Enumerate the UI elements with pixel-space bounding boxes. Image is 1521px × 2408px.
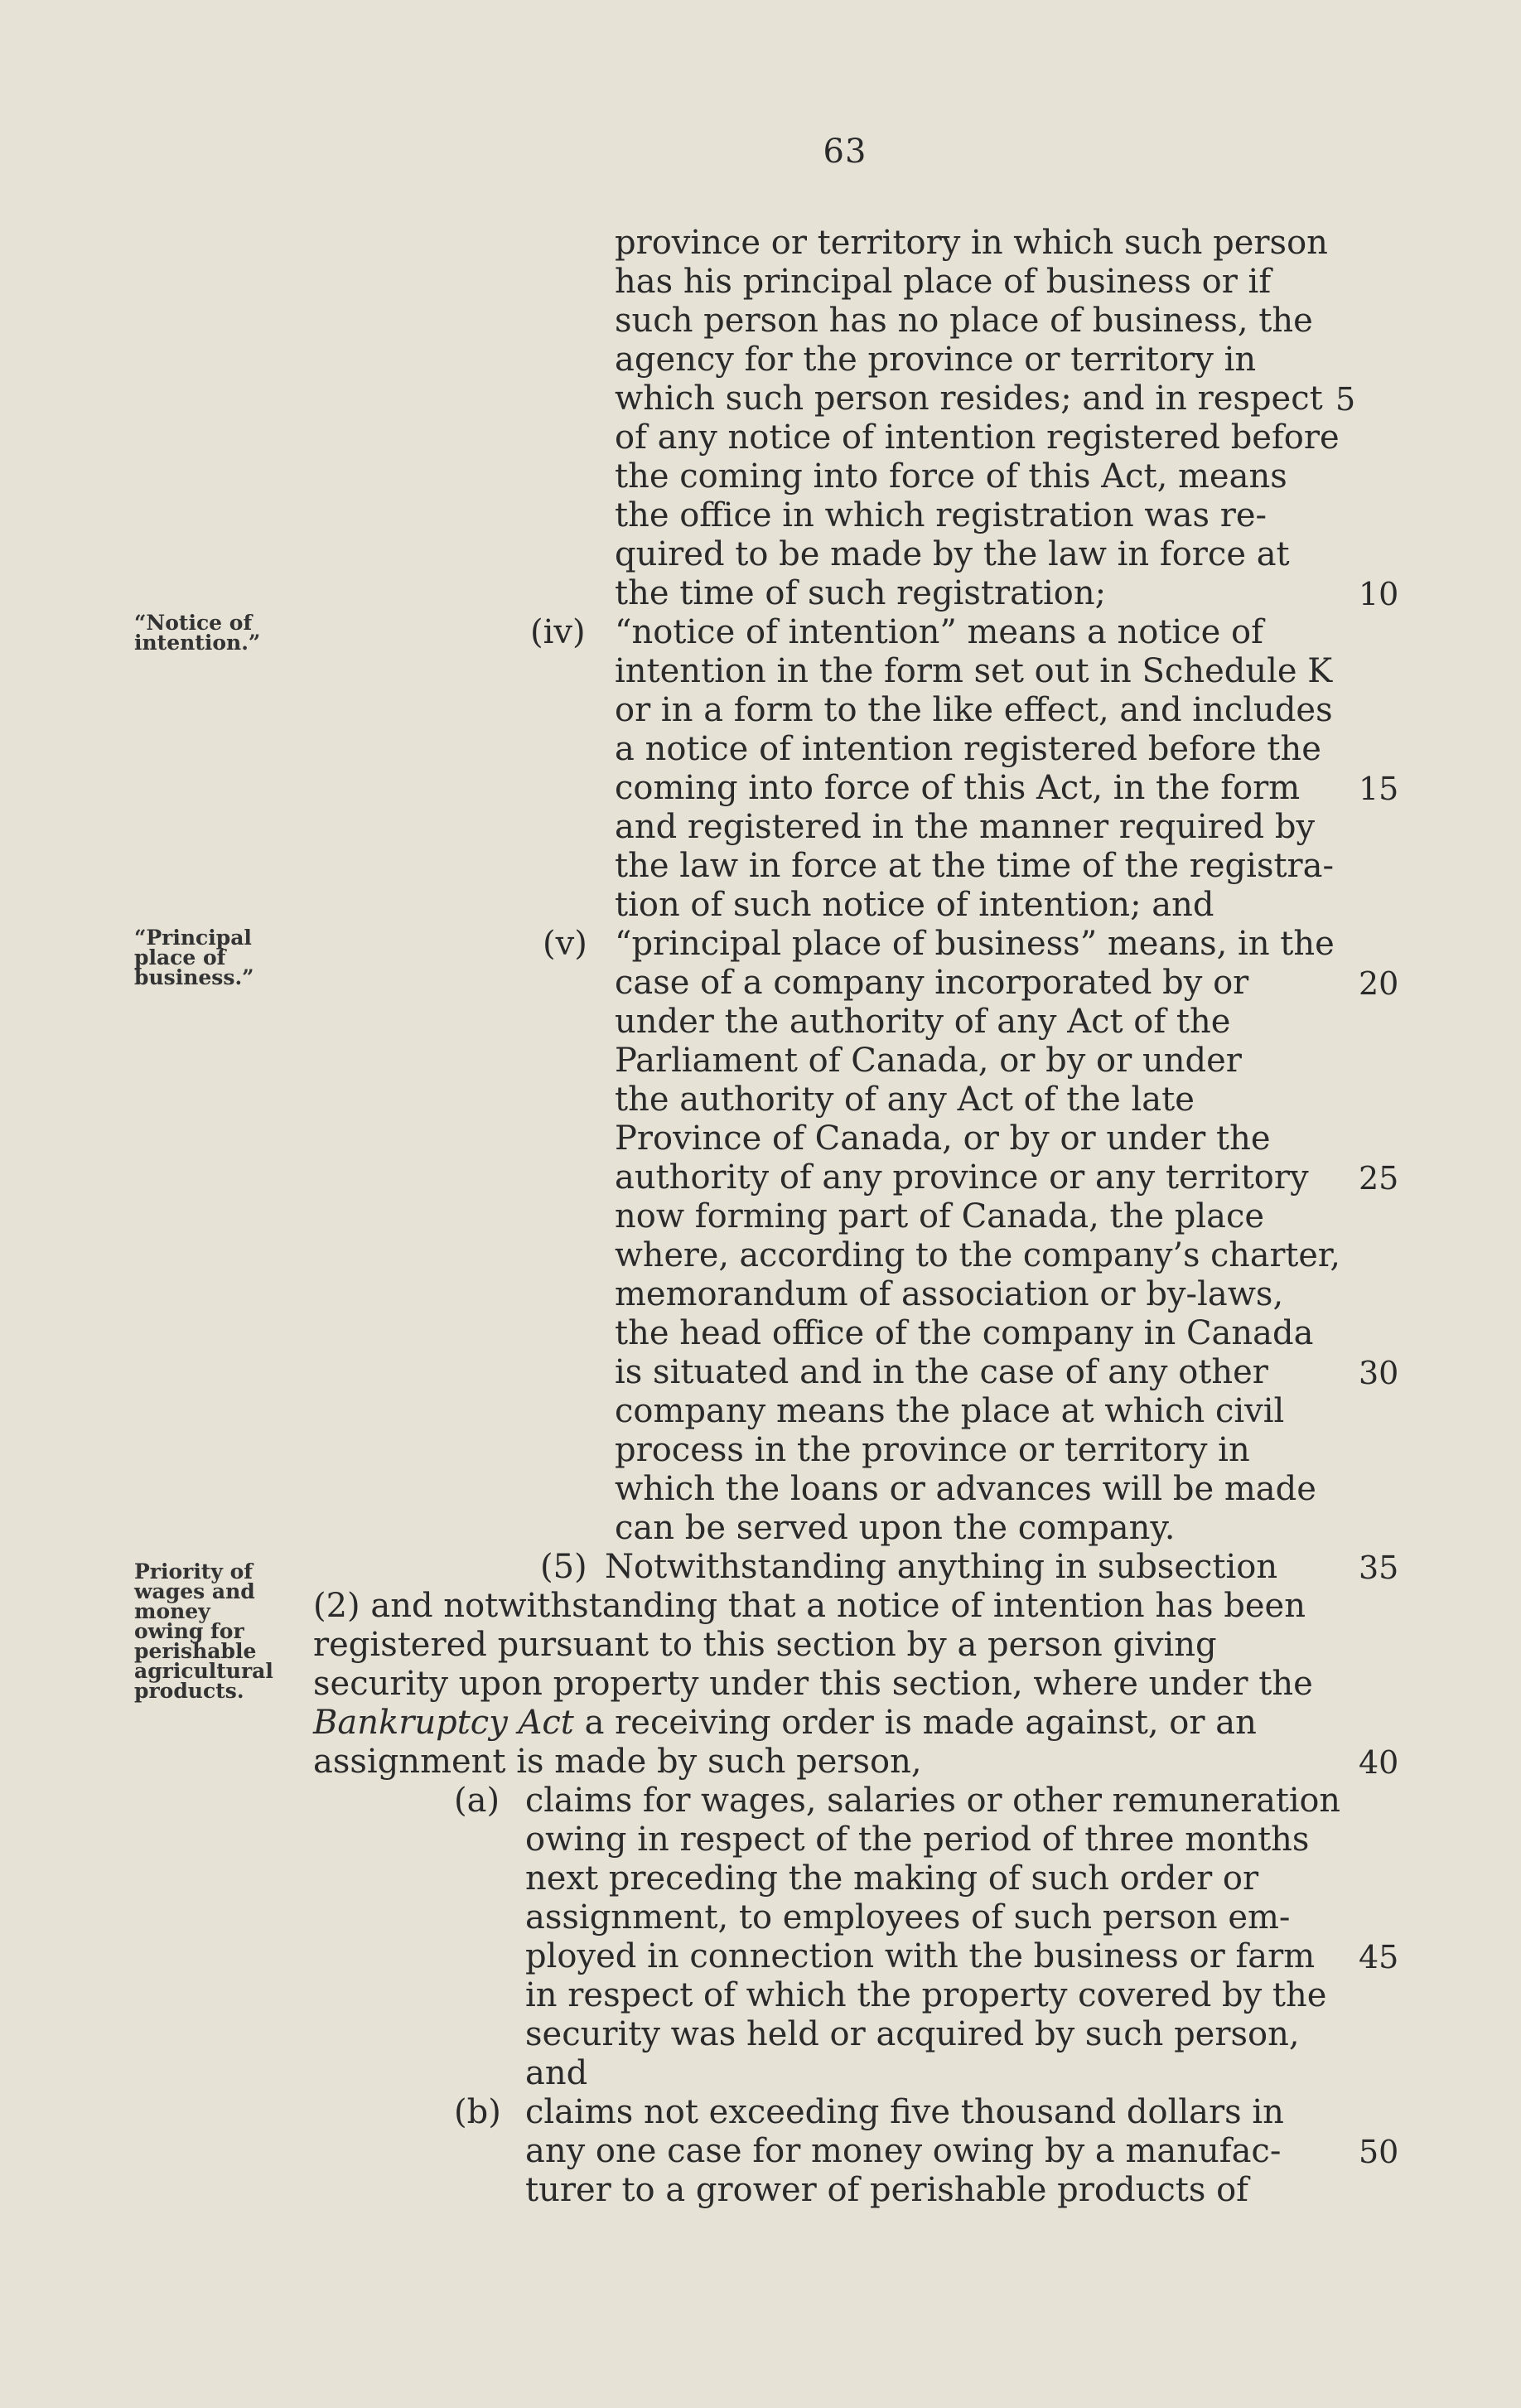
clause-label-b: (b) <box>454 2093 501 2131</box>
line-number: 25 <box>1359 1160 1399 1197</box>
text-line: and <box>525 2054 588 2092</box>
text-line: and registered in the manner required by <box>615 808 1316 846</box>
line-number: 5 <box>1335 381 1356 418</box>
text-line: security was held or acquired by such person, <box>525 2015 1300 2053</box>
text-line: where, according to the company’s charter, <box>615 1236 1340 1274</box>
margin-note-line: agricultural <box>134 1659 273 1683</box>
text-line: Parliament of Canada, or by or under <box>615 1042 1242 1080</box>
text-line: Notwithstanding anything in subsection <box>605 1548 1278 1586</box>
clause-label-a: (a) <box>454 1782 500 1820</box>
text-line: the office in which registration was re- <box>615 496 1268 534</box>
margin-note-line: money <box>134 1599 210 1623</box>
text-line: memorandum of association or by-laws, <box>615 1275 1284 1313</box>
text-line: “principal place of business” means, in the <box>615 925 1335 963</box>
text-line: any one case for money owing by a manufac- <box>525 2132 1282 2170</box>
text-line: is situated and in the case of any other <box>615 1353 1268 1391</box>
margin-note-principal-place <box>134 928 254 988</box>
text-line: case of a company incorporated by or <box>615 964 1249 1002</box>
text-line: which the loans or advances will be made <box>615 1470 1316 1508</box>
text-line: the law in force at the time of the registra- <box>615 847 1335 885</box>
margin-note-notice-of-intention <box>134 613 260 653</box>
text-line: Province of Canada, or by or under the <box>615 1119 1271 1158</box>
text-line: quired to be made by the law in force at <box>615 535 1290 573</box>
page-number: 63 <box>823 133 867 171</box>
text-line: the coming into force of this Act, means <box>615 457 1287 496</box>
text-line: claims for wages, salaries or other remuneration <box>525 1782 1340 1820</box>
margin-note-line: wages and <box>134 1579 255 1603</box>
text-line: province or territory in which such person <box>615 224 1328 262</box>
text-line: a notice of intention registered before the <box>615 730 1321 768</box>
text-line: next preceding the making of such order or <box>525 1859 1259 1898</box>
margin-note-line: “Notice of <box>134 611 253 635</box>
line-number: 45 <box>1359 1939 1399 1975</box>
margin-note-line: business.” <box>134 965 254 989</box>
text-line: security upon property under this section, where under the <box>313 1665 1313 1703</box>
text-line: or in a form to the like effect, and includes <box>615 691 1333 729</box>
text-line: of any notice of intention registered before <box>615 418 1340 457</box>
text-line: ployed in connection with the business or farm <box>525 1937 1316 1975</box>
margin-note-line: products. <box>134 1679 244 1703</box>
clause-label-5: (5) <box>540 1548 587 1586</box>
line-number: 10 <box>1359 576 1399 612</box>
text-line: (2) and notwithstanding that a notice of intention has been <box>313 1587 1306 1625</box>
text-line: assignment is made by such person, <box>313 1743 922 1781</box>
text-line: registered pursuant to this section by a person giving <box>313 1626 1217 1664</box>
clause-label-v: (v) <box>543 925 587 963</box>
line-number: 20 <box>1359 965 1399 1002</box>
clause-label-iv: (iv) <box>530 613 586 651</box>
margin-note-priority <box>134 1559 273 1703</box>
text-line: owing in respect of the period of three months <box>525 1821 1310 1859</box>
text-line: agency for the province or territory in <box>615 341 1257 379</box>
margin-note-line: place of <box>134 945 226 969</box>
text-line: the head office of the company in Canada <box>615 1314 1314 1352</box>
margin-note-line: intention.” <box>134 631 261 655</box>
margin-note-line: “Principal <box>134 926 252 950</box>
margin-note-line: perishable <box>134 1639 257 1663</box>
text-line: claims not exceeding five thousand dollars in <box>525 2093 1284 2131</box>
line-number: 35 <box>1359 1550 1399 1586</box>
text-span: a receiving order is made against, or an <box>573 1704 1257 1742</box>
line-number: 30 <box>1359 1355 1399 1391</box>
text-line: under the authority of any Act of the <box>615 1003 1231 1041</box>
text-line: which such person resides; and in respect <box>615 380 1323 418</box>
text-line: intention in the form set out in Schedule K <box>615 652 1333 690</box>
line-number: 15 <box>1359 771 1399 807</box>
line-number: 40 <box>1359 1744 1399 1781</box>
text-line: coming into force of this Act, in the form <box>615 769 1301 807</box>
italic-act-name: Bankruptcy Act <box>313 1704 574 1742</box>
margin-note-line: owing for <box>134 1619 244 1643</box>
text-line: can be served upon the company. <box>615 1509 1176 1547</box>
text-line: the authority of any Act of the late <box>615 1081 1195 1119</box>
text-line: company means the place at which civil <box>615 1392 1285 1430</box>
text-line: “notice of intention” means a notice of <box>615 613 1263 651</box>
text-line: has his principal place of business or if <box>615 263 1272 301</box>
margin-note-line: Priority of <box>134 1559 254 1584</box>
text-line: tion of such notice of intention; and <box>615 886 1214 924</box>
text-line: assignment, to employees of such person em- <box>525 1898 1291 1937</box>
text-line: authority of any province or any territory <box>615 1158 1309 1197</box>
text-line: such person has no place of business, the <box>615 302 1313 340</box>
line-number: 50 <box>1359 2134 1399 2170</box>
text-line: the time of such registration; <box>615 574 1107 612</box>
text-line: now forming part of Canada, the place <box>615 1197 1265 1235</box>
text-line-bankruptcy <box>313 1704 1257 1742</box>
text-line: turer to a grower of perishable products of <box>525 2171 1248 2209</box>
text-line: in respect of which the property covered by the <box>525 1976 1327 2014</box>
text-line: process in the province or territory in <box>615 1431 1250 1469</box>
